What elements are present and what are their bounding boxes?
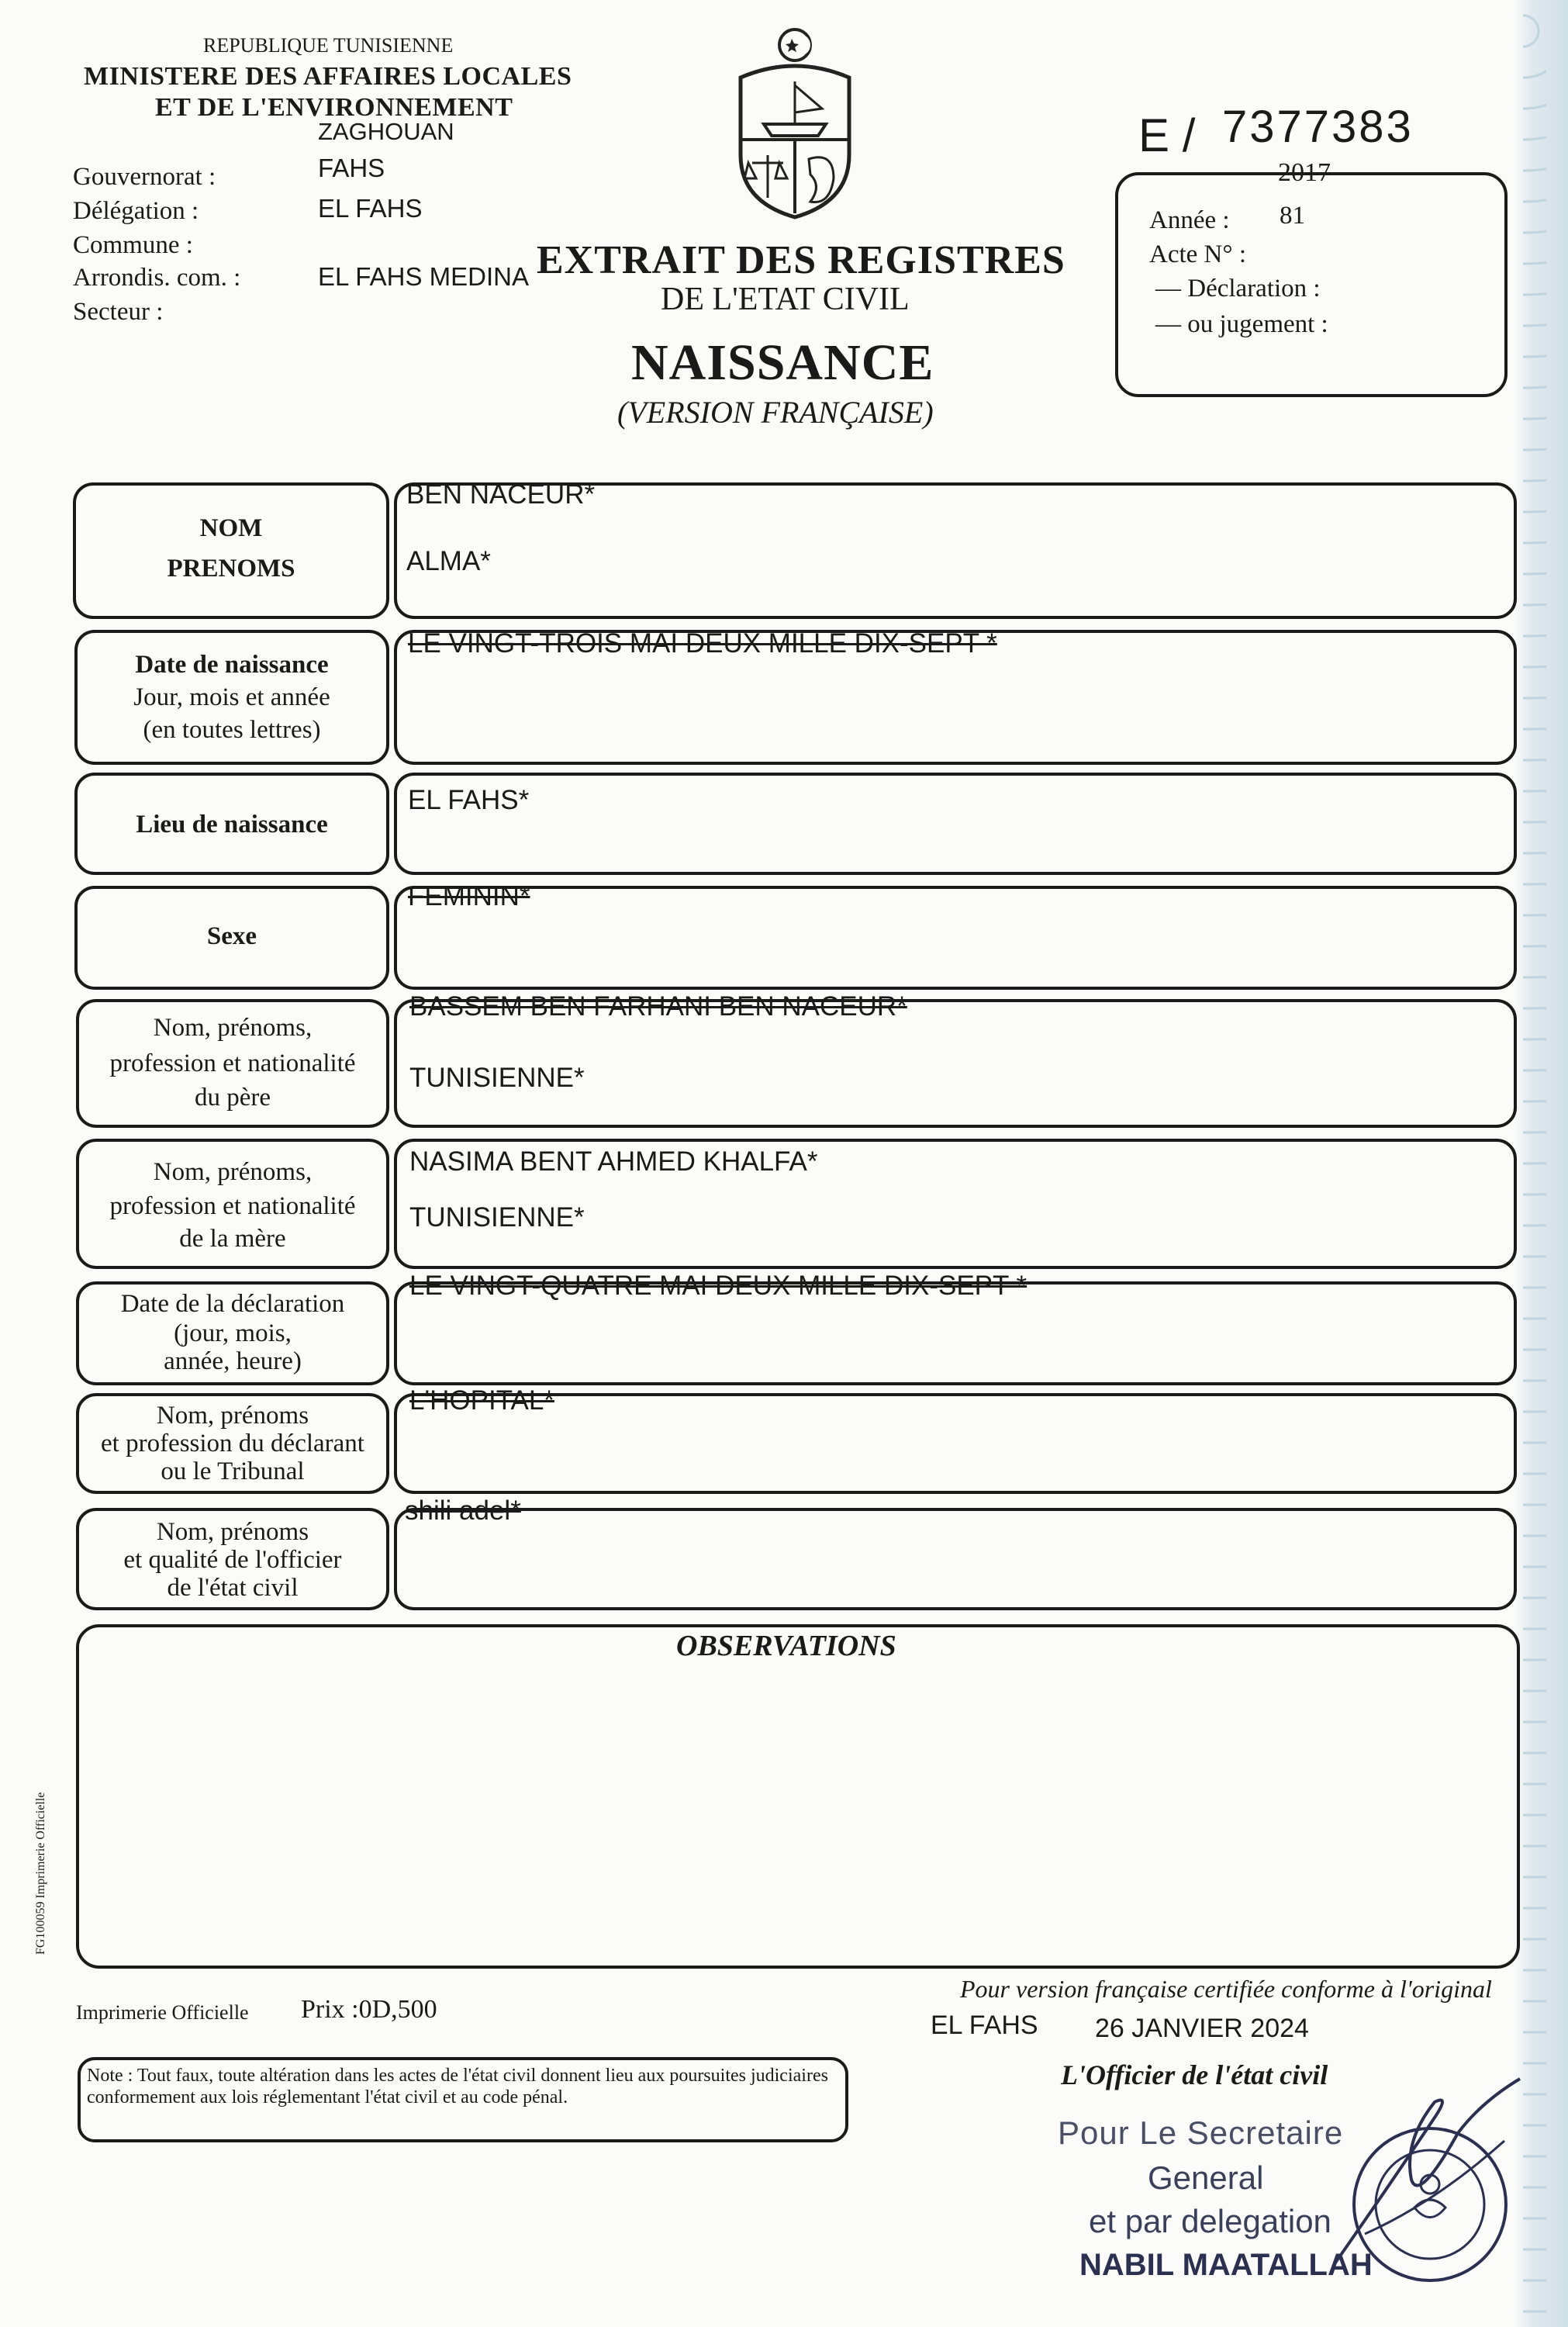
legal-note: Note : Tout faux, toute altération dans les actes de l'état civil donnent lieu aux poursuites judiciaires conformement aux lois réglementant l'état civil et au code pénal. <box>87 2066 828 2108</box>
acte-label: Acte N° : <box>1149 240 1246 268</box>
arrondis-label: Arrondis. com. : <box>73 264 241 292</box>
officier-value-box <box>394 1508 1517 1610</box>
nom-label: NOM <box>199 514 263 543</box>
arrondis-value: EL FAHS MEDINA <box>318 262 530 291</box>
officer-title: L'Officier de l'état civil <box>1061 2059 1328 2090</box>
declarant-value-box <box>394 1393 1517 1494</box>
side-print-code: FG100059 Imprimerie Officielle <box>34 1792 47 1955</box>
prenoms-value: ALMA* <box>406 546 491 576</box>
declarant-label2: et profession du déclarant <box>101 1430 364 1458</box>
title-sub: (VERSION FRANÇAISE) <box>617 395 934 430</box>
declaration-row-label3: année, heure) <box>164 1347 302 1376</box>
sexe-value-box <box>394 886 1517 990</box>
jugement-label: — ou jugement : <box>1155 310 1328 338</box>
commune-label: Commune : <box>73 231 193 259</box>
mere-label3: de la mère <box>179 1225 286 1253</box>
mere-label1: Nom, prénoms, <box>153 1158 313 1187</box>
pere-value1: BASSEM BEN FARHANI BEN NACEUR* <box>409 991 907 1022</box>
gouvernorat-value: FAHS <box>318 154 385 182</box>
gouvernorat-label: Gouvernorat : <box>73 163 216 191</box>
price-label: Prix :0D,500 <box>301 1995 437 2024</box>
printer-label: Imprimerie Officielle <box>76 2001 249 2024</box>
officier-label2: et qualité de l'officier <box>123 1546 342 1575</box>
annee-label: Année : <box>1149 206 1230 234</box>
republic-label: REPUBLIQUE TUNISIENNE <box>203 34 454 57</box>
declaration-label: — Déclaration : <box>1155 275 1321 303</box>
date-naissance-label2: Jour, mois et année <box>133 683 330 712</box>
page-title: NAISSANCE <box>631 334 934 391</box>
title-line1: EXTRAIT DES REGISTRES <box>537 238 1065 282</box>
declarant-label1: Nom, prénoms <box>156 1402 309 1430</box>
ministry-line1: MINISTERE DES AFFAIRES LOCALES <box>84 62 572 91</box>
acte-value: 81 <box>1280 202 1305 230</box>
mere-value2: TUNISIENNE* <box>409 1202 585 1233</box>
observations-box <box>76 1624 1520 1969</box>
pere-label3: du père <box>194 1084 271 1112</box>
signature-icon <box>1318 2048 1535 2280</box>
declaration-value: LE VINGT-QUATRE MAI DEUX MILLE DIX-SEPT * <box>409 1271 1027 1301</box>
serial-number: 7377383 <box>1222 102 1414 152</box>
issue-date: 26 JANVIER 2024 <box>1095 2014 1309 2043</box>
stamp-line1: Pour Le Secretaire <box>1058 2114 1344 2151</box>
officier-label1: Nom, prénoms <box>156 1518 309 1547</box>
declaration-row-label1: Date de la déclaration <box>120 1290 345 1319</box>
annee-value: 2017 <box>1278 158 1331 187</box>
lieu-label: Lieu de naissance <box>136 811 328 839</box>
delegation-label: Délégation : <box>73 197 199 225</box>
declarant-label3: ou le Tribunal <box>161 1457 305 1486</box>
stamp-line3: et par delegation <box>1089 2203 1331 2239</box>
title-line2: DE L'ETAT CIVIL <box>661 282 910 317</box>
observations-title: OBSERVATIONS <box>676 1630 896 1662</box>
mere-label2: profession et nationalité <box>109 1192 356 1221</box>
serial-prefix: E / <box>1138 109 1196 161</box>
lieu-value: EL FAHS* <box>408 785 530 815</box>
officier-value: shili adel* <box>405 1495 521 1526</box>
gouvernorat-region: ZAGHOUAN <box>318 118 454 145</box>
issue-place: EL FAHS <box>931 2011 1038 2040</box>
security-wave-border <box>1523 0 1546 2327</box>
secteur-label: Secteur : <box>73 298 164 326</box>
declarant-value: L'HOPITAL* <box>409 1385 554 1416</box>
tunisia-coat-of-arms-icon <box>725 23 865 225</box>
date-naissance-label1: Date de naissance <box>135 651 329 679</box>
date-naissance-label3: (en toutes lettres) <box>143 716 321 745</box>
ministry-line2: ET DE L'ENVIRONNEMENT <box>155 93 513 122</box>
prenoms-label: PRENOMS <box>167 555 295 583</box>
certified-statement: Pour version française certifiée conforme à l'original <box>960 1975 1492 2003</box>
declaration-row-label2: (jour, mois, <box>174 1319 292 1348</box>
pere-value2: TUNISIENNE* <box>409 1063 585 1093</box>
lieu-value-box <box>394 773 1517 875</box>
nom-value: BEN NACEUR* <box>406 479 596 510</box>
pere-label1: Nom, prénoms, <box>153 1014 313 1042</box>
stamp-name: NABIL MAATALLAH <box>1079 2248 1373 2282</box>
nom-label-box <box>73 482 389 619</box>
sexe-value: FEMININ* <box>408 881 530 911</box>
pere-label2: profession et nationalité <box>109 1049 356 1078</box>
sexe-label: Sexe <box>206 922 257 951</box>
delegation-value: EL FAHS <box>318 194 423 223</box>
mere-value1: NASIMA BENT AHMED KHALFA* <box>409 1146 818 1177</box>
stamp-line2: General <box>1148 2159 1264 2196</box>
officier-label3: de l'état civil <box>167 1574 299 1603</box>
date-naissance-value: LE VINGT-TROIS MAI DEUX MILLE DIX-SEPT * <box>408 628 997 659</box>
